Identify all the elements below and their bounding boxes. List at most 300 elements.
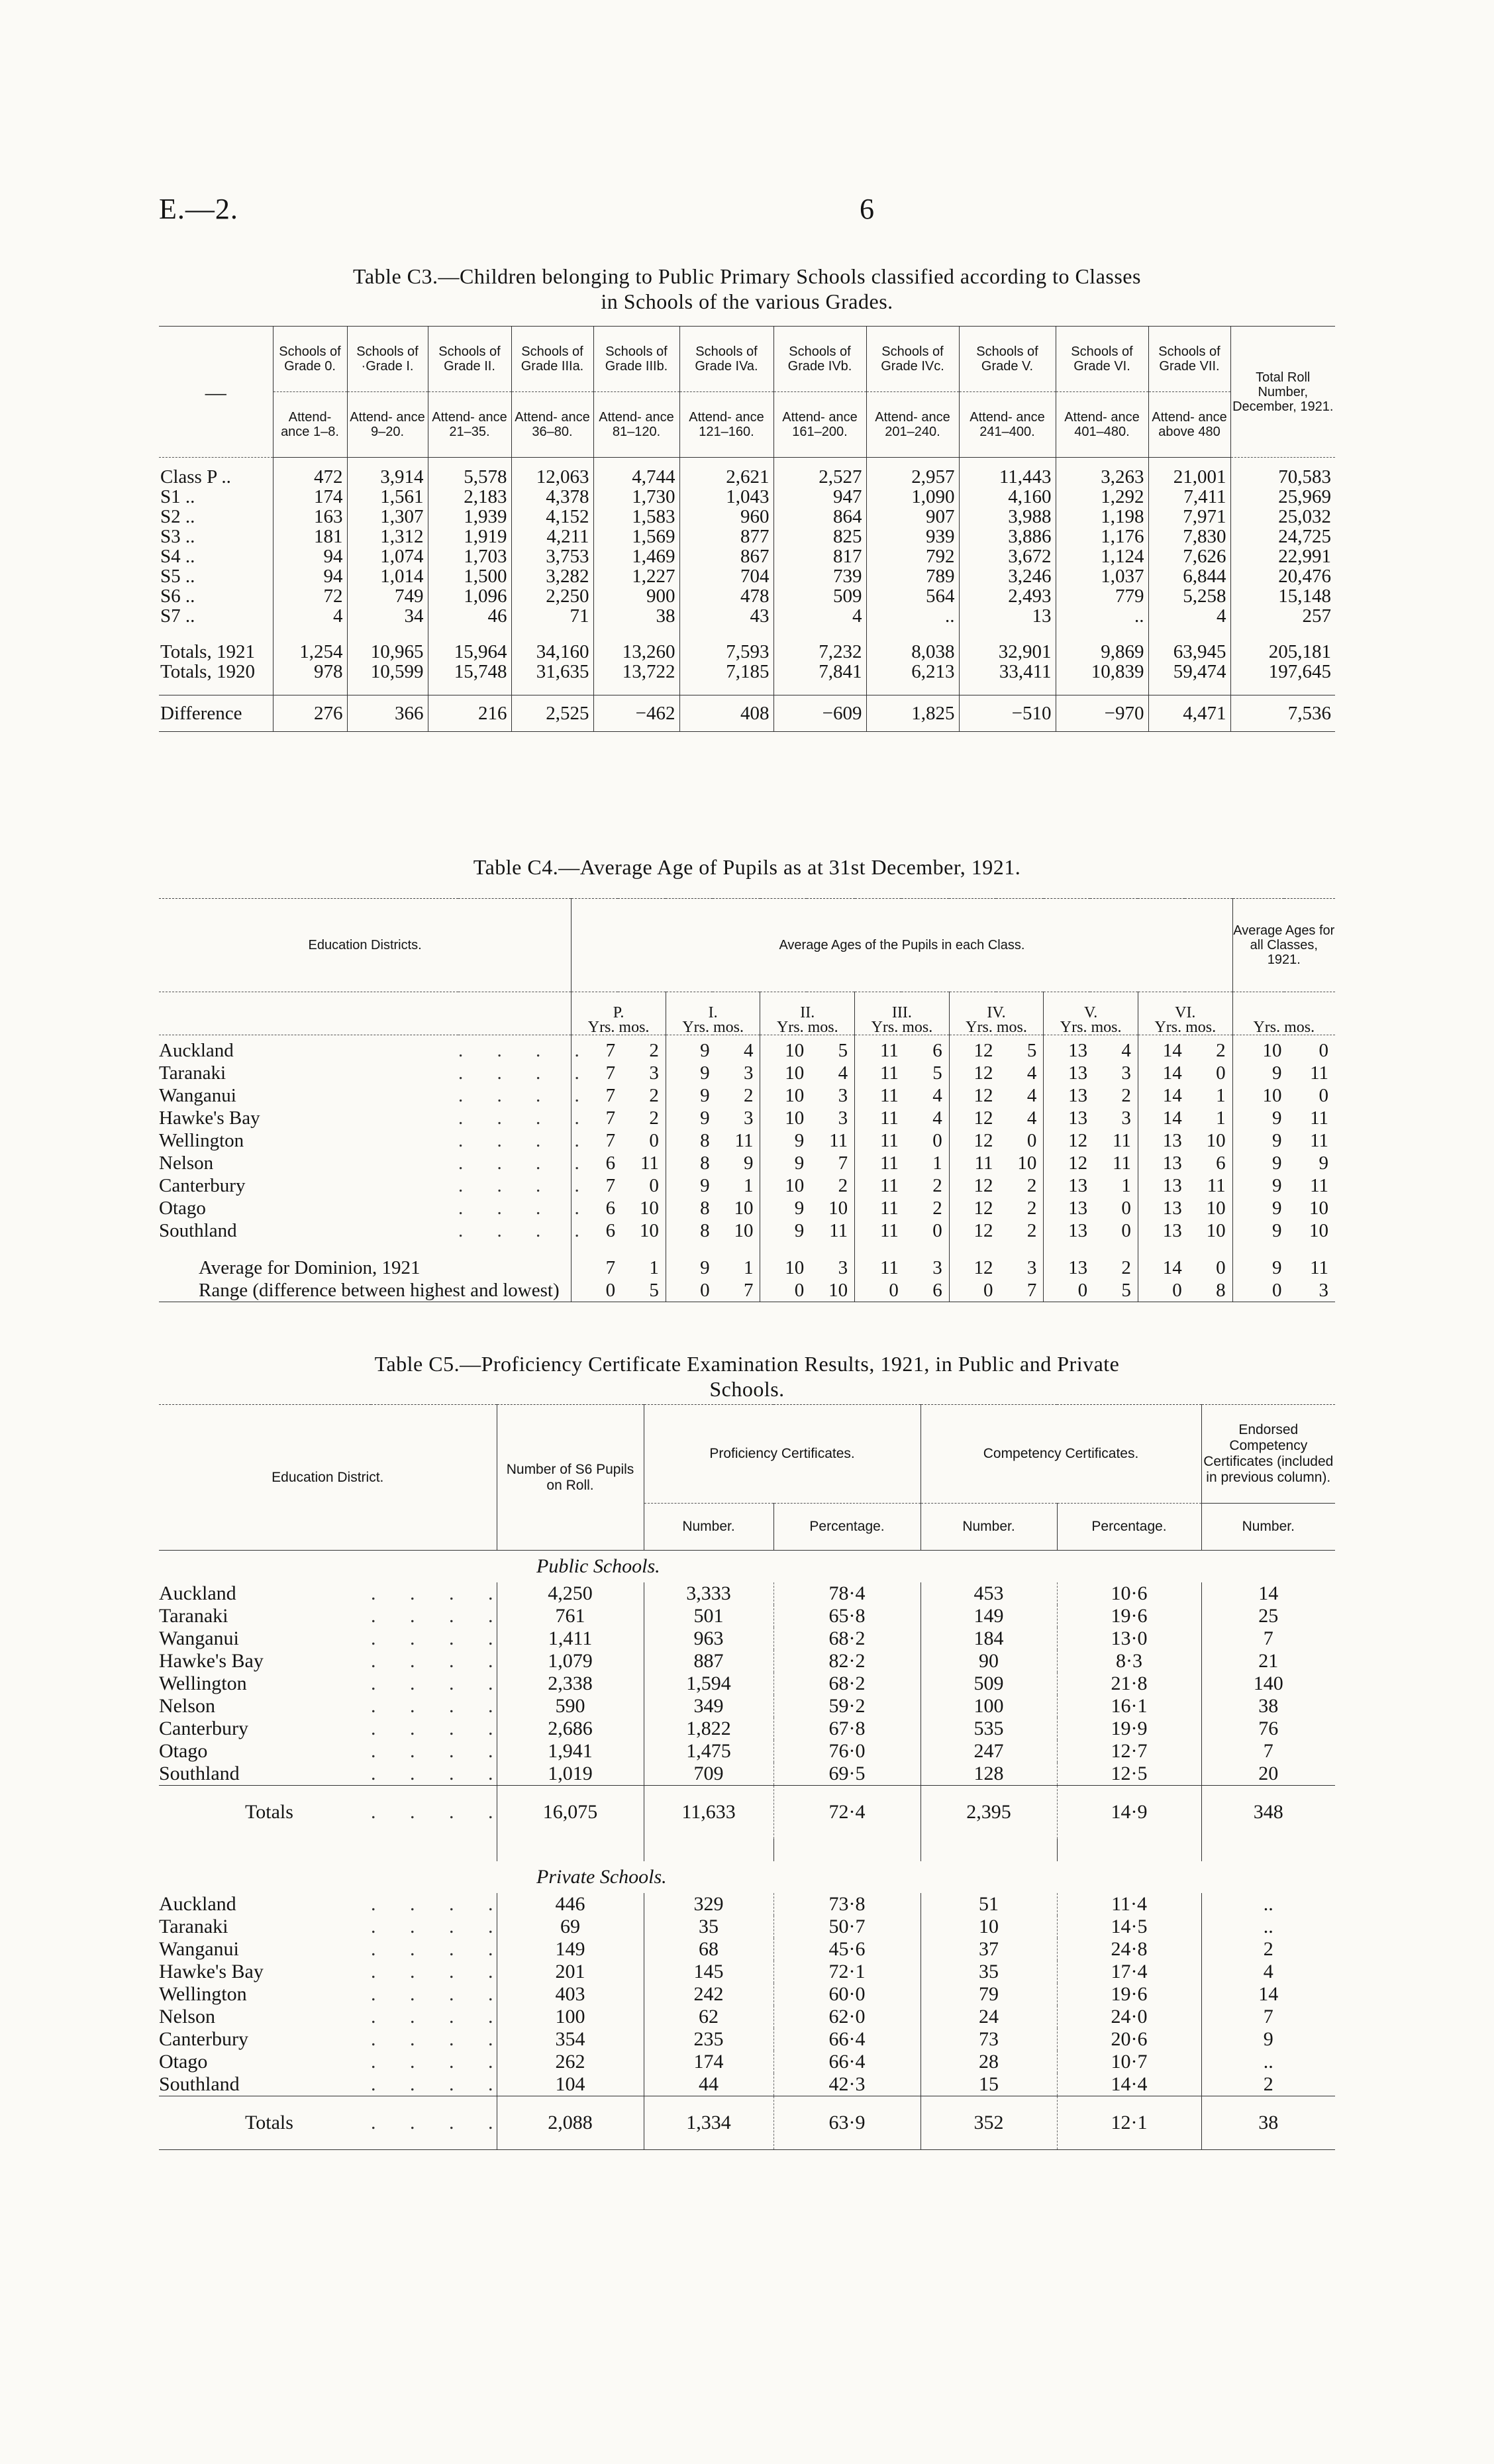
c4-years-cell: 13: [1044, 1084, 1090, 1107]
c3-cell: 6,213: [866, 662, 959, 682]
c3-row-label: Totals, 1920: [160, 661, 255, 682]
c5-district-row: [159, 1605, 1335, 1627]
c4-spacer-cell: [855, 1242, 901, 1257]
c4-years-cell: 9: [1232, 1152, 1284, 1174]
c4-years-cell: 7: [572, 1129, 618, 1152]
c4-spacer-cell: [1138, 1242, 1184, 1257]
c4-years-cell: 11: [855, 1174, 901, 1197]
c5-district-name: Nelson: [159, 2006, 215, 2028]
c3-cell: 13,260: [593, 642, 679, 662]
c3-cell: 7,626: [1148, 546, 1230, 566]
c4-district-row: [159, 1197, 1335, 1219]
c5-total-cell: 12·1: [1057, 2096, 1201, 2150]
c5-district-row: [159, 1627, 1335, 1650]
c3-spacer-cell: [959, 682, 1056, 695]
c4-months-cell: 8: [1216, 1280, 1226, 1301]
c3-cell: 1,037: [1056, 566, 1148, 586]
c4-months-cell: 3: [838, 1107, 848, 1129]
c4-months-cell: 5: [1121, 1280, 1131, 1301]
c4-years-cell: 13: [1044, 1197, 1090, 1219]
c5-cell: 17·4: [1057, 1961, 1201, 1983]
c4-months-cell: 2: [1026, 1220, 1037, 1241]
c5-leader-dots: . . . .: [371, 1582, 508, 1604]
c3-cell: 59,474: [1148, 662, 1230, 682]
c3-cell: 739: [773, 566, 866, 586]
c4-months-cell: 2: [1121, 1257, 1131, 1278]
c5-cell: 79: [921, 1983, 1057, 2006]
c5-cell: 104: [497, 2073, 644, 2096]
c4-years-cell: 0: [572, 1279, 618, 1302]
c3-class-row: [159, 458, 1335, 488]
c3-cell: 15,964: [428, 642, 511, 662]
c5-leader-dots: . . . .: [371, 1786, 497, 1839]
c3-cell: 43: [679, 606, 773, 626]
c4-years-cell: 9: [1232, 1197, 1284, 1219]
c4-years-cell: 13: [1044, 1062, 1090, 1084]
c4-years-cell: 9: [1232, 1062, 1284, 1084]
c4-class-header: [1138, 992, 1232, 1035]
c5-cell: 37: [921, 1938, 1057, 1961]
c5-cell: 14·4: [1057, 2073, 1201, 2096]
c3-grade-header: Schools of Grade IIIa.: [511, 327, 593, 392]
c5-total-cell: 352: [921, 2096, 1057, 2150]
c4-years-cell: 9: [666, 1174, 712, 1197]
c4-class-label: VI.: [1175, 1004, 1196, 1021]
c3-cell: 1,730: [593, 487, 679, 507]
c4-district-name: Nelson: [159, 1153, 214, 1174]
c3-cell: 63,945: [1148, 642, 1230, 662]
c4-summary-label: Range (difference between highest and lowest): [199, 1280, 560, 1301]
c4-months-cell: 2: [1216, 1040, 1226, 1061]
c4-months-cell: 11: [1310, 1107, 1328, 1129]
c5-district-name: Nelson: [159, 1695, 215, 1717]
c5-total-cell: 63·9: [773, 2096, 921, 2150]
c5-cell: 1,079: [497, 1650, 644, 1672]
c4-leader-dots: . . . .: [458, 1175, 594, 1196]
c5-district-row: [159, 1740, 1335, 1763]
c5-total-cell: 16,075: [497, 1786, 644, 1839]
c4-years-cell: 13: [1044, 1174, 1090, 1197]
c4-months-cell: 5: [932, 1062, 942, 1084]
c5-cell: 24: [921, 2006, 1057, 2028]
c4-months-cell: 11: [734, 1130, 754, 1151]
c3-header-row-grades: [159, 327, 1335, 392]
c3-cell: 4: [1148, 606, 1230, 626]
c3-class-row: [159, 487, 1335, 507]
c4-months-cell: 2: [649, 1107, 659, 1129]
c3-cell: 31,635: [511, 662, 593, 682]
c4-header-row-2: [159, 992, 1335, 1035]
c5-cell: 100: [497, 2006, 644, 2028]
c5-cell: 51: [921, 1893, 1057, 1916]
c4-months-cell: 10: [1206, 1220, 1226, 1241]
c5-cell: 8·3: [1057, 1650, 1201, 1672]
c3-cell: 4,160: [959, 487, 1056, 507]
c5-cell: 403: [497, 1983, 644, 2006]
c5-cell: 62: [644, 2006, 773, 2028]
c3-header-row-attendance: [159, 392, 1335, 458]
c5-cell: 1,822: [644, 1718, 773, 1740]
c4-months-cell: 9: [743, 1153, 754, 1174]
c3-grade-header: Schools of Grade IVa.: [679, 327, 773, 392]
c4-years-cell: 12: [1044, 1129, 1090, 1152]
table-c3-title-line1: Table C3.—Children belonging to Public Primary Schools classified according to Classes: [353, 264, 1141, 288]
c4-district-name: Southland: [159, 1220, 237, 1241]
c4-months-cell: 0: [1216, 1257, 1226, 1278]
c4-district-name: Wanganui: [159, 1085, 236, 1106]
c4-unit-label: Yrs. mos.: [966, 1019, 1027, 1036]
c3-cell: 2,493: [959, 586, 1056, 606]
c4-class-header: [855, 992, 950, 1035]
c4-years-cell: 9: [1232, 1257, 1284, 1279]
c3-cell: 174: [273, 487, 347, 507]
c3-cell: 5,578: [428, 458, 511, 488]
c4-months-cell: 0: [1121, 1220, 1131, 1241]
c5-cell: 887: [644, 1650, 773, 1672]
c3-cell: 21,001: [1148, 458, 1230, 488]
c3-cell: 34: [347, 606, 428, 626]
c3-cell: 4,211: [511, 527, 593, 546]
c5-cell: 82·2: [773, 1650, 921, 1672]
c5-cell: 10·7: [1057, 2051, 1201, 2073]
c3-cell: 1,312: [347, 527, 428, 546]
c4-months-cell: 11: [1310, 1062, 1328, 1084]
c5-cell: 78·4: [773, 1582, 921, 1605]
c3-spacer-cell: [1230, 626, 1335, 642]
c5-cell: 2: [1201, 2073, 1335, 2096]
c3-cell: 205,181: [1230, 642, 1335, 662]
c3-cell: 704: [679, 566, 773, 586]
c5-district-row: [159, 1582, 1335, 1605]
c3-cell: 2,525: [511, 695, 593, 732]
c3-cell: 7,841: [773, 662, 866, 682]
c4-years-cell: 9: [666, 1084, 712, 1107]
c3-cell: 2,527: [773, 458, 866, 488]
c3-row-label: S3 ..: [160, 526, 195, 547]
c4-years-cell: 9: [760, 1219, 807, 1242]
c5-cell: 21: [1201, 1650, 1335, 1672]
c3-cell: 13,722: [593, 662, 679, 682]
c4-months-cell: 3: [838, 1085, 848, 1106]
page-header: [159, 192, 1335, 232]
c4-months-cell: 5: [838, 1040, 848, 1061]
c4-class-header: [760, 992, 855, 1035]
c3-cell: 4,152: [511, 507, 593, 527]
c4-leader-dots: . . . .: [458, 1220, 594, 1241]
c4-years-cell: 0: [1232, 1279, 1284, 1302]
c4-district-row: [159, 1174, 1335, 1197]
c4-months-cell: 1: [1121, 1175, 1131, 1196]
c5-totals-label: Totals: [159, 1786, 371, 1839]
c3-row-label: S1 ..: [160, 486, 195, 507]
c3-attendance-header: Attend- ance above 480: [1148, 392, 1230, 458]
c4-unit-label: Yrs. mos.: [1253, 1019, 1315, 1036]
c4-years-cell: 9: [666, 1062, 712, 1084]
c3-spacer-cell: [866, 682, 959, 695]
c5-leader-dots: . . . .: [371, 2096, 497, 2150]
c4-months-cell: 5: [649, 1280, 659, 1301]
c3-spacer: [159, 626, 1335, 642]
c3-spacer-cell: [1148, 626, 1230, 642]
c3-cell: 1,307: [347, 507, 428, 527]
c4-district-name: Auckland: [159, 1040, 234, 1061]
c4-years-cell: 12: [949, 1062, 995, 1084]
c5-spacer-cell: [159, 1839, 497, 1861]
c5-district-name: Hawke's Bay: [159, 1650, 264, 1672]
c5-cell: 90: [921, 1650, 1057, 1672]
c5-total-cell: 1,334: [644, 2096, 773, 2150]
c4-class-label: V.: [1083, 1004, 1098, 1021]
c4-years-cell: 13: [1138, 1174, 1184, 1197]
c5-cell: 10·6: [1057, 1582, 1201, 1605]
c3-cell: 9,869: [1056, 642, 1148, 662]
c4-years-cell: 6: [572, 1219, 618, 1242]
c4-months-cell: 11: [1207, 1175, 1226, 1196]
c4-months-cell: 2: [1121, 1085, 1131, 1106]
c3-cell: 3,988: [959, 507, 1056, 527]
c3-spacer-cell: [347, 682, 428, 695]
c3-cell: 1,014: [347, 566, 428, 586]
c4-years-cell: 12: [949, 1174, 995, 1197]
c4-district-row: [159, 1084, 1335, 1107]
c4-summary-label: Average for Dominion, 1921: [199, 1257, 421, 1278]
c3-spacer-cell: [347, 626, 428, 642]
c4-years-cell: 9: [760, 1152, 807, 1174]
c4-leader-dots: . . . .: [458, 1198, 594, 1219]
c5-cell: 535: [921, 1718, 1057, 1740]
c3-cell: 25,969: [1230, 487, 1335, 507]
c4-years-cell: 11: [855, 1129, 901, 1152]
c5-cell: 174: [644, 2051, 773, 2073]
c3-cell: 7,185: [679, 662, 773, 682]
c4-years-cell: 13: [1044, 1219, 1090, 1242]
c3-attendance-header: Attend- ance 9–20.: [347, 392, 428, 458]
c4-months-cell: 2: [649, 1040, 659, 1061]
c4-months-cell: 2: [1026, 1175, 1037, 1196]
c5-leader-dots: . . . .: [371, 1695, 508, 1717]
c4-years-cell: 11: [855, 1084, 901, 1107]
c5-cell: 10: [921, 1916, 1057, 1938]
c5-cell: 4,250: [497, 1582, 644, 1605]
c4-spacer-cell: [760, 1242, 807, 1257]
c5-cell: 69·5: [773, 1763, 921, 1786]
c5-spacer-cell: [644, 1839, 773, 1861]
c3-cell: 779: [1056, 586, 1148, 606]
c4-years-cell: 0: [1044, 1279, 1090, 1302]
c5-spacer-cell: [921, 1839, 1057, 1861]
page-number: 6: [860, 193, 874, 225]
c4-years-cell: 7: [572, 1035, 618, 1062]
c3-attendance-header: Attend- ance 201–240.: [866, 392, 959, 458]
c4-spacer: [159, 1242, 1335, 1257]
c4-spacer-cell: [1232, 1242, 1284, 1257]
c3-cell: 1,198: [1056, 507, 1148, 527]
c5-district-row: [159, 2028, 1335, 2051]
c5-district-name: Southland: [159, 1763, 240, 1784]
c4-years-cell: 7: [572, 1084, 618, 1107]
c4-years-cell: 0: [666, 1279, 712, 1302]
c4-class-header: [666, 992, 760, 1035]
c3-spacer-cell: [273, 682, 347, 695]
c4-years-cell: 14: [1138, 1084, 1184, 1107]
c5-cell: 501: [644, 1605, 773, 1627]
c5-cell: 35: [644, 1916, 773, 1938]
c3-row-label: S7 ..: [160, 605, 195, 627]
c4-spacer-cell: [807, 1242, 854, 1257]
c3-cell: 3,246: [959, 566, 1056, 586]
c3-spacer: [159, 682, 1335, 695]
c5-district-name: Otago: [159, 2051, 208, 2073]
c5-district-name: Wanganui: [159, 1627, 239, 1649]
c5-cell: 35: [921, 1961, 1057, 1983]
c3-grade-header: Schools of Grade VI.: [1056, 327, 1148, 392]
c5-cell: 68: [644, 1938, 773, 1961]
c5-cell: 9: [1201, 2028, 1335, 2051]
c4-months-cell: 10: [1309, 1198, 1328, 1219]
c4-months-cell: 3: [743, 1062, 754, 1084]
c5-cell: 12·5: [1057, 1763, 1201, 1786]
c3-cell: 4: [773, 606, 866, 626]
c4-years-cell: 12: [949, 1035, 995, 1062]
c5-cell: 7: [1201, 1740, 1335, 1763]
c5-cell: 19·6: [1057, 1605, 1201, 1627]
c3-cell: 94: [273, 546, 347, 566]
c4-months-cell: 1: [743, 1257, 754, 1278]
c4-spacer-cell: [949, 1242, 995, 1257]
c4-months-cell: 11: [640, 1153, 659, 1174]
c3-cell: 1,074: [347, 546, 428, 566]
c5-spacer-cell: [773, 1839, 921, 1861]
c3-cell: 1,569: [593, 527, 679, 546]
c5-cell: 45·6: [773, 1938, 921, 1961]
c3-cell: 11,443: [959, 458, 1056, 488]
c5-cell: 2,686: [497, 1718, 644, 1740]
c5-cell: 50·7: [773, 1916, 921, 1938]
c4-class-header: [572, 992, 666, 1035]
c5-cell: ..: [1201, 1893, 1335, 1916]
c4-months-cell: 3: [1319, 1280, 1328, 1301]
c4-years-cell: 12: [949, 1107, 995, 1129]
c4-months-cell: 6: [932, 1040, 942, 1061]
c5-cell: 73·8: [773, 1893, 921, 1916]
c3-grade-header: Schools of Grade IIIb.: [593, 327, 679, 392]
c5-total-cell: 38: [1201, 2096, 1335, 2150]
c5-cell: 247: [921, 1740, 1057, 1763]
c4-months-cell: 0: [649, 1130, 659, 1151]
c5-leader-dots: . . . .: [371, 2028, 508, 2050]
c4-months-cell: 11: [1310, 1257, 1328, 1278]
c4-spacer-cell: [1185, 1242, 1232, 1257]
c3-cell: 70,583: [1230, 458, 1335, 488]
c4-months-cell: 11: [1112, 1153, 1131, 1174]
c5-cell: 14: [1201, 1983, 1335, 2006]
c4-years-cell: 10: [760, 1257, 807, 1279]
c3-attendance-header: Attend- ance 81–120.: [593, 392, 679, 458]
c5-district-header: Education District.: [159, 1405, 497, 1551]
c3-cell: 6,844: [1148, 566, 1230, 586]
c3-grade-header: Schools of Grade VII.: [1148, 327, 1230, 392]
c4-years-cell: 10: [760, 1107, 807, 1129]
c5-cell: 60·0: [773, 1983, 921, 2006]
c5-cell: 28: [921, 2051, 1057, 2073]
c5-cell: 1,411: [497, 1627, 644, 1650]
c4-unit-label: Yrs. mos.: [587, 1019, 650, 1036]
c4-months-cell: 10: [828, 1280, 848, 1301]
c5-district-name: Taranaki: [159, 1605, 228, 1627]
c3-spacer-cell: [511, 682, 593, 695]
c3-cell: 7,536: [1230, 695, 1335, 732]
c5-cell: 38: [1201, 1695, 1335, 1718]
c3-cell: 900: [593, 586, 679, 606]
c3-cell: 472: [273, 458, 347, 488]
c5-district-name: Auckland: [159, 1582, 236, 1604]
c4-spacer-cell: [1090, 1242, 1138, 1257]
c4-years-cell: 10: [760, 1035, 807, 1062]
c4-months-cell: 2: [743, 1085, 754, 1106]
c4-years-cell: 11: [949, 1152, 995, 1174]
c3-cell: 20,476: [1230, 566, 1335, 586]
c5-competency-header: Competency Certificates.: [921, 1405, 1201, 1504]
c4-months-cell: 3: [838, 1257, 848, 1278]
c3-cell: 46: [428, 606, 511, 626]
c5-district-row: [159, 1763, 1335, 1786]
c5-leader-dots: . . . .: [371, 1650, 508, 1672]
c3-cell: ..: [1056, 606, 1148, 626]
c4-months-cell: 7: [743, 1280, 754, 1301]
c5-district-name: Wanganui: [159, 1938, 239, 1960]
c4-months-cell: 0: [932, 1130, 942, 1151]
c5-prof-number-header: Number.: [644, 1504, 773, 1551]
c4-months-cell: 1: [1216, 1107, 1226, 1129]
c3-spacer-cell: [428, 682, 511, 695]
c3-totals-row: [159, 642, 1335, 662]
c5-cell: 242: [644, 1983, 773, 2006]
c3-attendance-header: Attend- ance 241–400.: [959, 392, 1056, 458]
c5-section-row: [159, 1551, 1335, 1583]
c5-district-name: Wellington: [159, 1672, 247, 1694]
c3-row-label: Class P ..: [160, 466, 231, 488]
c4-years-cell: 7: [572, 1107, 618, 1129]
c3-cell: 2,957: [866, 458, 959, 488]
c4-years-cell: 8: [666, 1197, 712, 1219]
c5-total-cell: 14·9: [1057, 1786, 1201, 1839]
c3-cell: 478: [679, 586, 773, 606]
c3-attendance-header: Attend- ance 161–200.: [773, 392, 866, 458]
c5-cell: 262: [497, 2051, 644, 2073]
c3-cell: 509: [773, 586, 866, 606]
c5-cell: 2,338: [497, 1672, 644, 1695]
c4-district-row: [159, 1219, 1335, 1242]
c5-cell: 25: [1201, 1605, 1335, 1627]
c4-class-label: I.: [708, 1004, 718, 1021]
table-c5-title: [159, 1351, 1335, 1402]
c4-years-cell: 12: [949, 1257, 995, 1279]
c3-cell: 13: [959, 606, 1056, 626]
c4-months-cell: 7: [838, 1153, 848, 1174]
c3-cell: ..: [866, 606, 959, 626]
c3-cell: 71: [511, 606, 593, 626]
c4-unit-label: Yrs. mos.: [871, 1019, 933, 1036]
c4-years-cell: 12: [949, 1219, 995, 1242]
c5-totals-label: Totals: [159, 2096, 371, 2150]
c3-cell: 12,063: [511, 458, 593, 488]
c5-cell: 42·3: [773, 2073, 921, 2096]
table-c5-title-line1: Table C5.—Proficiency Certificate Examination Results, 1921, in Public and Private: [374, 1352, 1120, 1376]
c4-months-cell: 6: [1216, 1153, 1226, 1174]
c5-leader-dots: . . . .: [371, 1893, 508, 1915]
c4-leader-dots: . . . .: [458, 1085, 594, 1106]
c4-unit-label: Yrs. mos.: [1060, 1019, 1122, 1036]
